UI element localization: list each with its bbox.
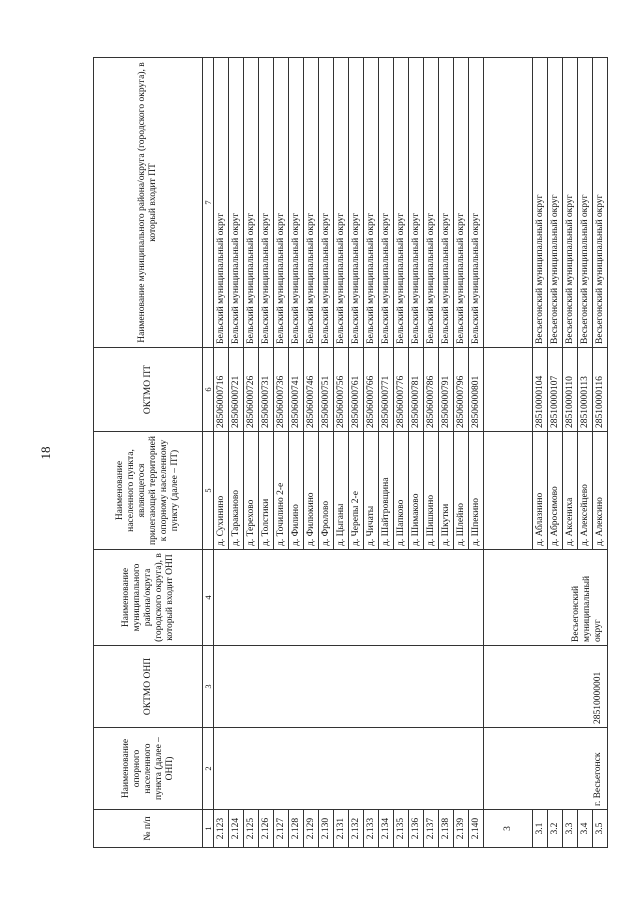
- cell-pt-district: [484, 58, 533, 348]
- cell-pt-name: д. Шлейно: [454, 432, 469, 550]
- cell-pt-district: Бельский муниципальный округ: [274, 58, 289, 348]
- cell-number: 2.132: [349, 810, 364, 848]
- cell-pt-oktmo: 28506000801: [469, 348, 484, 432]
- cell-number: 2.126: [259, 810, 274, 848]
- cell-pt-oktmo: 28510000107: [548, 348, 563, 432]
- cell-onp-oktmo: [214, 646, 484, 728]
- cell-pt-oktmo: 28510000104: [533, 348, 548, 432]
- cell-number: 3.2: [548, 810, 563, 848]
- cell-pt-oktmo: 28506000741: [289, 348, 304, 432]
- header-onp-oktmo: ОКТМО ОНП: [94, 646, 203, 728]
- cell-number: 2.129: [304, 810, 319, 848]
- cell-pt-district: Весьегонский муниципальный округ: [548, 58, 563, 348]
- cell-pt-district: Весьегонский муниципальный округ: [533, 58, 548, 348]
- cell-pt-name: д. Цыганы: [334, 432, 349, 550]
- cell-pt-district: Бельский муниципальный округ: [379, 58, 394, 348]
- cell-pt-district: Бельский муниципальный округ: [424, 58, 439, 348]
- cell-pt-oktmo: 28510000110: [563, 348, 578, 432]
- cell-pt-name: д. Алексейцево: [578, 432, 593, 550]
- cell-pt-district: Бельский муниципальный округ: [439, 58, 454, 348]
- table-container: [93, 58, 605, 848]
- cell-pt-oktmo: 28506000731: [259, 348, 274, 432]
- cell-pt-district: Бельский муниципальный округ: [229, 58, 244, 348]
- cell-pt-name: д. Шапково: [394, 432, 409, 550]
- header-row: [94, 58, 203, 848]
- cell-pt-oktmo: [484, 348, 533, 432]
- cell-onp-district: Весьегонский муниципальный округ: [484, 550, 608, 646]
- cell-pt-district: Бельский муниципальный округ: [319, 58, 334, 348]
- cell-pt-name: д. Сухинино: [214, 432, 229, 550]
- header-onp-district: Наименование муниципального района/округа (городского округа), в который входит ОНП: [94, 550, 203, 646]
- cell-number: 2.127: [274, 810, 289, 848]
- cell-number: 2.130: [319, 810, 334, 848]
- column-number: 3: [203, 646, 214, 728]
- cell-pt-name: д. Шимаково: [409, 432, 424, 550]
- cell-pt-district: Бельский муниципальный округ: [334, 58, 349, 348]
- cell-pt-name: д. Филино: [289, 432, 304, 550]
- cell-number: 3.3: [563, 810, 578, 848]
- column-number: 1: [203, 810, 214, 848]
- cell-number: 3.1: [533, 810, 548, 848]
- cell-pt-district: Бельский муниципальный округ: [394, 58, 409, 348]
- cell-pt-name: д. Аксениха: [563, 432, 578, 550]
- cell-pt-name: д. Толстики: [259, 432, 274, 550]
- cell-number: 2.123: [214, 810, 229, 848]
- cell-pt-name: д. Шайтровщина: [379, 432, 394, 550]
- cell-pt-oktmo: 28506000776: [394, 348, 409, 432]
- cell-pt-district: Весьегонский муниципальный округ: [578, 58, 593, 348]
- cell-pt-name: д. Терехово: [244, 432, 259, 550]
- cell-number: 2.128: [289, 810, 304, 848]
- column-number: 5: [203, 432, 214, 550]
- cell-pt-name: д. Черепы 2-е: [349, 432, 364, 550]
- cell-number: 2.134: [379, 810, 394, 848]
- header-number: № п/п: [94, 810, 203, 848]
- header-pt-oktmo: ОКТМО ПТ: [94, 348, 203, 432]
- cell-pt-oktmo: 28510000116: [593, 348, 608, 432]
- cell-pt-oktmo: 28510000113: [578, 348, 593, 432]
- cell-pt-name: д. Фролово: [319, 432, 334, 550]
- rotated-table-frame: [93, 58, 605, 848]
- cell-pt-oktmo: 28506000766: [364, 348, 379, 432]
- cell-pt-name: д. Шпекино: [469, 432, 484, 550]
- cell-pt-name: д. Абросимово: [548, 432, 563, 550]
- cell-pt-oktmo: 28506000771: [379, 348, 394, 432]
- cell-pt-oktmo: 28506000761: [349, 348, 364, 432]
- cell-pt-oktmo: 28506000746: [304, 348, 319, 432]
- cell-onp-district: [214, 550, 484, 646]
- cell-pt-oktmo: 28506000736: [274, 348, 289, 432]
- cell-pt-name: д. Шкутки: [439, 432, 454, 550]
- column-number: 2: [203, 728, 214, 810]
- cell-pt-district: Весьегонский муниципальный округ: [593, 58, 608, 348]
- cell-onp-name: [214, 728, 484, 810]
- cell-pt-oktmo: 28506000756: [334, 348, 349, 432]
- cell-pt-name: д. Филюкино: [304, 432, 319, 550]
- cell-pt-district: Бельский муниципальный округ: [304, 58, 319, 348]
- cell-number: 2.133: [364, 810, 379, 848]
- cell-pt-name: [484, 432, 533, 550]
- cell-number: 2.136: [409, 810, 424, 848]
- settlements-table: [93, 57, 608, 848]
- cell-number: 2.140: [469, 810, 484, 848]
- cell-pt-district: Бельский муниципальный округ: [349, 58, 364, 348]
- column-number: 6: [203, 348, 214, 432]
- cell-pt-district: Бельский муниципальный округ: [454, 58, 469, 348]
- cell-pt-oktmo: 28506000786: [424, 348, 439, 432]
- cell-pt-district: Бельский муниципальный округ: [469, 58, 484, 348]
- cell-pt-name: д. Аблазнино: [533, 432, 548, 550]
- cell-pt-district: Бельский муниципальный округ: [214, 58, 229, 348]
- cell-number: 2.138: [439, 810, 454, 848]
- cell-number: 2.124: [229, 810, 244, 848]
- table-row: [214, 58, 229, 848]
- table-body: [214, 58, 608, 848]
- cell-pt-name: д. Шишкино: [424, 432, 439, 550]
- cell-number: 2.137: [424, 810, 439, 848]
- header-pt-district: Наименование муниципального района/округа (городского округа), в который входит ПТ: [94, 58, 203, 348]
- cell-pt-oktmo: 28506000721: [229, 348, 244, 432]
- cell-pt-name: д. Тараканово: [229, 432, 244, 550]
- column-number: 4: [203, 550, 214, 646]
- cell-number: 3.5: [593, 810, 608, 848]
- cell-pt-district: Бельский муниципальный округ: [289, 58, 304, 348]
- cell-number: 3: [484, 810, 533, 848]
- cell-number: 2.125: [244, 810, 259, 848]
- cell-pt-district: Весьегонский муниципальный округ: [563, 58, 578, 348]
- cell-pt-oktmo: 28506000781: [409, 348, 424, 432]
- cell-pt-name: д. Чичаты: [364, 432, 379, 550]
- page-number: 18: [38, 446, 53, 460]
- header-pt-name: Наименование населенного пункта, являющегося прилегающей территорией к опорному населенному пункту (далее – ПТ): [94, 432, 203, 550]
- cell-onp-name: г. Весьегонск: [484, 728, 608, 810]
- cell-pt-oktmo: 28506000791: [439, 348, 454, 432]
- cell-pt-oktmo: 28506000726: [244, 348, 259, 432]
- cell-pt-name: д. Точилино 2-е: [274, 432, 289, 550]
- cell-pt-oktmo: 28506000796: [454, 348, 469, 432]
- column-number: 7: [203, 58, 214, 348]
- cell-pt-oktmo: 28506000751: [319, 348, 334, 432]
- cell-pt-district: Бельский муниципальный округ: [364, 58, 379, 348]
- cell-number: 2.135: [394, 810, 409, 848]
- table-row-group-header: [484, 58, 533, 848]
- cell-pt-district: Бельский муниципальный округ: [244, 58, 259, 348]
- cell-pt-name: д. Алексино: [593, 432, 608, 550]
- column-number-row: [203, 58, 214, 848]
- cell-pt-district: Бельский муниципальный округ: [409, 58, 424, 348]
- header-onp-name: Наименование опорного населенного пункта (далее – ОНП): [94, 728, 203, 810]
- cell-pt-district: Бельский муниципальный округ: [259, 58, 274, 348]
- cell-number: 2.139: [454, 810, 469, 848]
- cell-onp-oktmo: 28510000001: [484, 646, 608, 728]
- cell-number: 2.131: [334, 810, 349, 848]
- cell-number: 3.4: [578, 810, 593, 848]
- cell-pt-oktmo: 28506000716: [214, 348, 229, 432]
